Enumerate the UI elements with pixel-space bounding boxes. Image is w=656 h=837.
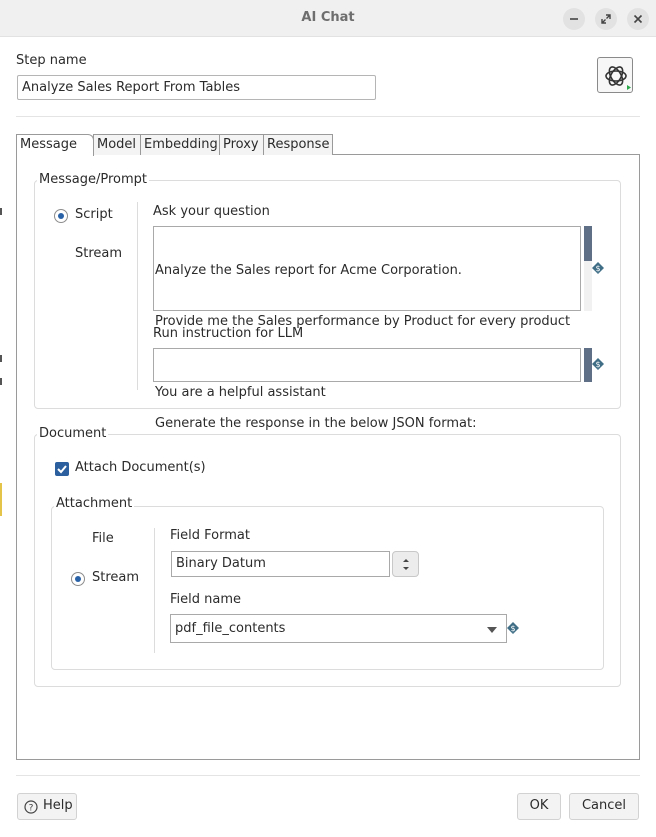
instruction-scrollbar[interactable] bbox=[584, 348, 592, 382]
question-scrollbar[interactable] bbox=[584, 226, 592, 311]
edge-mark bbox=[0, 208, 2, 215]
instruction-label: Run instruction for LLM bbox=[153, 326, 304, 341]
svg-text:?: ? bbox=[28, 803, 34, 814]
tab-proxy[interactable]: Proxy bbox=[219, 134, 264, 155]
field-format-spinner[interactable] bbox=[392, 551, 419, 577]
divider bbox=[154, 528, 155, 653]
field-name-value: pdf_file_contents bbox=[175, 621, 286, 636]
cancel-button[interactable]: Cancel bbox=[569, 793, 639, 820]
edge-mark bbox=[0, 378, 2, 385]
field-format-input[interactable]: Binary Datum bbox=[171, 551, 390, 577]
stream-option[interactable]: Stream bbox=[75, 246, 123, 261]
script-radio-label[interactable]: Script bbox=[75, 207, 113, 222]
file-option[interactable]: File bbox=[92, 531, 114, 546]
close-icon bbox=[632, 13, 644, 25]
minimize-button[interactable] bbox=[563, 8, 585, 30]
minimize-icon bbox=[568, 13, 580, 25]
question-label: Ask your question bbox=[153, 204, 270, 219]
instruction-value: You are a helpful assistant bbox=[155, 385, 326, 400]
edge-mark bbox=[0, 355, 2, 362]
svg-text:$: $ bbox=[510, 624, 516, 633]
field-format-label: Field Format bbox=[170, 528, 250, 543]
scrollbar-thumb[interactable] bbox=[584, 226, 592, 261]
attach-documents-label[interactable]: Attach Document(s) bbox=[75, 460, 206, 475]
ai-logo-icon bbox=[597, 57, 633, 93]
tab-embedding[interactable]: Embedding bbox=[140, 134, 220, 155]
variable-icon[interactable] bbox=[507, 622, 519, 634]
svg-text:$: $ bbox=[595, 360, 601, 369]
question-line: Analyze the Sales report for Acme Corporation. bbox=[155, 263, 462, 278]
attachment-group bbox=[51, 506, 604, 670]
maximize-icon bbox=[600, 13, 612, 25]
question-line: Generate the response in the below JSON format: bbox=[155, 416, 477, 431]
svg-text:$: $ bbox=[595, 264, 601, 273]
ok-button[interactable]: OK bbox=[517, 793, 561, 820]
separator bbox=[16, 775, 640, 776]
step-name-input[interactable] bbox=[17, 75, 376, 100]
divider bbox=[137, 202, 138, 390]
window-title: AI Chat bbox=[301, 10, 355, 25]
field-name-select[interactable] bbox=[170, 614, 507, 643]
instruction-textarea[interactable] bbox=[153, 348, 581, 400]
tab-model[interactable]: Model bbox=[93, 134, 141, 155]
close-button[interactable] bbox=[627, 8, 649, 30]
document-title: Document bbox=[39, 426, 107, 441]
field-name-label: Field name bbox=[170, 592, 242, 607]
question-line: Provide me the Sales performance by Product for every product bbox=[155, 314, 571, 329]
separator bbox=[16, 116, 640, 117]
chevron-down-icon[interactable] bbox=[487, 627, 497, 633]
scrollbar-thumb[interactable] bbox=[584, 348, 592, 382]
edge-highlight bbox=[0, 483, 2, 516]
variable-icon[interactable] bbox=[592, 358, 604, 370]
attachment-title: Attachment bbox=[56, 496, 133, 511]
script-radio[interactable] bbox=[54, 209, 68, 223]
step-name-label: Step name bbox=[16, 53, 87, 68]
attach-documents-checkbox[interactable] bbox=[55, 462, 69, 476]
message-prompt-title: Message/Prompt bbox=[39, 172, 147, 187]
checkmark-icon bbox=[56, 463, 68, 475]
maximize-button[interactable] bbox=[595, 8, 617, 30]
stream-radio-label[interactable]: Stream bbox=[92, 570, 140, 585]
variable-icon[interactable] bbox=[592, 262, 604, 274]
spinner-arrows-icon bbox=[393, 552, 418, 576]
tab-message[interactable]: Message bbox=[16, 134, 94, 156]
help-icon bbox=[24, 800, 38, 814]
stream-radio[interactable] bbox=[71, 572, 85, 586]
help-button[interactable] bbox=[17, 793, 77, 820]
help-label: Help bbox=[43, 798, 73, 813]
tab-response[interactable]: Response bbox=[263, 134, 333, 155]
